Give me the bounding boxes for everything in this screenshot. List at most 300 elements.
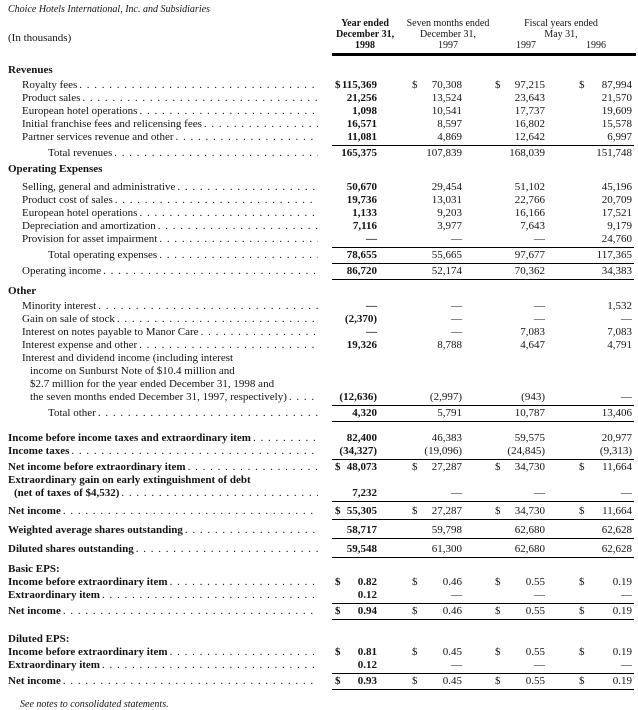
dollar-sign: $ [412, 505, 418, 517]
value-cell: (34,327) [339, 445, 377, 457]
cell-value: 0.46 [442, 576, 462, 588]
cell-value: 27,287 [431, 461, 462, 473]
line-item-row [8, 474, 638, 487]
cell-value: 34,730 [514, 461, 545, 473]
dollar-sign: $ [495, 675, 501, 687]
value-cell: (2,370) [344, 313, 377, 325]
leader-dots [289, 391, 318, 404]
value-cell [547, 461, 638, 474]
leader-dots [71, 445, 318, 458]
dollar-sign: $ [495, 79, 501, 91]
value-cells [332, 445, 638, 458]
value-cell: — [451, 487, 462, 499]
value-cell [464, 576, 547, 589]
value-cell [379, 675, 464, 688]
row-label: Net income [8, 605, 61, 617]
value-cell: 22,766 [514, 194, 545, 206]
value-cell [464, 79, 547, 92]
value-cell: 97,677 [514, 249, 545, 261]
line-item-row [8, 505, 638, 518]
value-cell [464, 605, 547, 618]
value-cell [547, 675, 638, 688]
footnote: See notes to consolidated statements. [20, 699, 169, 710]
value-cell: 0.12 [357, 659, 377, 671]
column-headers [332, 18, 638, 51]
section-row [8, 285, 638, 298]
cell-value: 97,215 [514, 79, 545, 91]
value-cell: 9,179 [607, 220, 632, 232]
leader-dots [121, 487, 318, 500]
value-cell [464, 675, 547, 688]
value-cell [379, 605, 464, 618]
row-label: Other [8, 285, 37, 297]
table-rule [8, 145, 638, 146]
leader-dots [170, 576, 318, 589]
value-cells [332, 300, 638, 313]
cell-value: 11,664 [602, 505, 632, 517]
value-cell: 0.12 [357, 589, 377, 601]
value-cell: 62,680 [514, 543, 545, 555]
value-cell [332, 605, 379, 618]
dollar-sign: $ [495, 576, 501, 588]
cell-value: 48,073 [346, 461, 377, 473]
leader-dots [63, 675, 318, 688]
cell-value: 0.93 [357, 675, 377, 687]
table-rule [8, 405, 638, 406]
leader-dots [185, 524, 318, 537]
value-cells [332, 147, 638, 160]
cell-value: 34,730 [514, 505, 545, 517]
row-label: Selling, general and administrative [22, 181, 176, 193]
dollar-sign: $ [412, 605, 418, 617]
value-cell: 86,720 [346, 265, 377, 277]
value-cell: — [451, 313, 462, 325]
col34-period-line2: May 31, [544, 29, 578, 40]
dollar-sign: $ [335, 675, 341, 687]
leader-dots [79, 79, 318, 92]
dollar-sign: $ [412, 646, 418, 658]
table-rule [8, 619, 638, 620]
value-cells [332, 92, 638, 105]
cell-value: 0.46 [442, 605, 462, 617]
cell-value: 0.45 [442, 646, 462, 658]
section-row [8, 563, 638, 576]
leader-dots [103, 265, 318, 278]
leader-dots [114, 147, 318, 160]
line-item-row [8, 92, 638, 105]
row-label: Income before extraordinary item [8, 576, 168, 588]
dollar-sign: $ [579, 505, 585, 517]
value-cells [332, 407, 638, 420]
line-item-row [8, 131, 638, 144]
value-cell: — [534, 487, 545, 499]
value-cell: 13,406 [601, 407, 632, 419]
units-label: (In thousands) [8, 32, 72, 44]
value-cell: 5,791 [437, 407, 462, 419]
line-item-row [8, 576, 638, 589]
section-row [8, 633, 638, 646]
line-item-row [8, 391, 638, 404]
line-item-row [8, 220, 638, 233]
value-cell: (12,636) [339, 391, 377, 403]
value-cell: 11,081 [347, 131, 377, 143]
value-cell [379, 505, 464, 518]
value-cell [332, 675, 379, 688]
table-rule [8, 279, 638, 280]
cell-value: 87,994 [601, 79, 632, 91]
row-label: Minority interest [22, 300, 97, 312]
line-item-row [8, 675, 638, 688]
value-cell [332, 505, 379, 518]
value-cell: 20,709 [601, 194, 632, 206]
value-cell: (943) [521, 391, 545, 403]
value-cell: 10,541 [431, 105, 462, 117]
line-item-row [8, 326, 638, 339]
table-header [0, 18, 638, 51]
value-cell: — [534, 659, 545, 671]
value-cell: 21,570 [601, 92, 632, 104]
value-cell: 51,102 [514, 181, 545, 193]
line-item-row [8, 378, 638, 391]
leader-dots [139, 207, 318, 220]
value-cell: — [451, 326, 462, 338]
cell-value: 0.55 [525, 576, 545, 588]
value-cell: 19,736 [346, 194, 377, 206]
row-label: Gain on sale of stock [22, 313, 115, 325]
value-cells [332, 105, 638, 118]
row-label: Interest on notes payable to Manor Care [22, 326, 199, 338]
value-cell [379, 646, 464, 659]
value-cells [332, 194, 638, 207]
value-cell [547, 576, 638, 589]
dollar-sign: $ [335, 505, 341, 517]
leader-dots [139, 105, 318, 118]
table-rule [8, 501, 638, 502]
value-cell: 1,098 [352, 105, 377, 117]
cell-value: 0.19 [612, 605, 632, 617]
row-label: Net income [8, 675, 61, 687]
line-item-row [8, 432, 638, 445]
table-rule [8, 538, 638, 539]
line-item-row [8, 79, 638, 92]
row-label: Total revenues [48, 147, 113, 159]
line-item-row [8, 487, 638, 500]
value-cell [332, 79, 379, 92]
header-thick-rule [0, 53, 638, 56]
value-cell: 21,256 [346, 92, 377, 104]
col2-period-line2: December 31, [419, 29, 477, 40]
cell-value: 0.55 [525, 675, 545, 687]
value-cell [379, 79, 464, 92]
row-label: Operating Expenses [8, 163, 103, 175]
value-cell: 16,166 [514, 207, 545, 219]
value-cell: 8,788 [437, 339, 462, 351]
value-cell: 19,326 [346, 339, 377, 351]
value-cell: 7,083 [607, 326, 632, 338]
row-label: Revenues [8, 64, 53, 76]
cell-value: 0.19 [612, 646, 632, 658]
table-rule [8, 247, 638, 248]
value-cell: 19,609 [601, 105, 632, 117]
row-label: Extraordinary item [8, 589, 100, 601]
line-item-row [8, 147, 638, 160]
dollar-sign: $ [495, 505, 501, 517]
leader-dots [177, 181, 318, 194]
value-cell: — [451, 300, 462, 312]
value-cells [332, 207, 638, 220]
value-cell: 17,521 [601, 207, 632, 219]
line-item-row [8, 589, 638, 602]
value-cell: 107,839 [426, 147, 462, 159]
row-label: Interest and dividend income (including interest [22, 352, 234, 364]
value-cell: 23,643 [514, 92, 545, 104]
section-row [8, 163, 638, 176]
value-cell: 1,532 [607, 300, 632, 312]
line-item-row [8, 233, 638, 246]
value-cell: 46,383 [431, 432, 462, 444]
value-cell: 3,977 [437, 220, 462, 232]
line-item-row [8, 105, 638, 118]
value-cell: 15,578 [601, 118, 632, 130]
leader-dots [158, 220, 318, 233]
dollar-sign: $ [579, 461, 585, 473]
dollar-sign: $ [579, 79, 585, 91]
leader-dots [139, 339, 318, 352]
value-cell [332, 576, 379, 589]
value-cell: 151,748 [596, 147, 632, 159]
value-cells [332, 79, 638, 92]
leader-dots [159, 249, 318, 262]
value-cell: 16,571 [346, 118, 377, 130]
value-cell [464, 646, 547, 659]
value-cell: (24,845) [507, 445, 545, 457]
line-item-row [8, 543, 638, 556]
dollar-sign: $ [579, 646, 585, 658]
leader-dots [204, 118, 318, 131]
row-label: Income before income taxes and extraordinary item [8, 432, 251, 444]
value-cells [332, 505, 638, 518]
value-cell: 45,196 [601, 181, 632, 193]
dollar-sign: $ [335, 605, 341, 617]
value-cell [547, 646, 638, 659]
value-cell: 6,997 [607, 131, 632, 143]
leader-dots [176, 131, 319, 144]
value-cells [332, 181, 638, 194]
value-cell: 34,383 [601, 265, 632, 277]
col2-year: 1997 [438, 40, 458, 51]
value-cell: 7,643 [520, 220, 545, 232]
value-cell: 13,031 [431, 194, 462, 206]
dollar-sign: $ [579, 675, 585, 687]
value-cell: 29,454 [431, 181, 462, 193]
row-label: Diluted shares outstanding [8, 543, 134, 555]
value-cell: — [451, 589, 462, 601]
line-item-row [8, 181, 638, 194]
cell-value: 0.55 [525, 646, 545, 658]
dollar-sign: $ [412, 79, 418, 91]
value-cell: 55,665 [431, 249, 462, 261]
row-label: Income before extraordinary item [8, 646, 168, 658]
cell-value: 115,369 [341, 79, 377, 91]
value-cell: — [534, 233, 545, 245]
line-item-row [8, 646, 638, 659]
row-label: Interest expense and other [22, 339, 138, 351]
value-cell: — [621, 391, 632, 403]
value-cell: 4,791 [607, 339, 632, 351]
leader-dots [102, 589, 318, 602]
value-cell: — [534, 300, 545, 312]
cell-value: 27,287 [431, 505, 462, 517]
leader-dots [136, 543, 318, 556]
row-label: European hotel operations [22, 105, 138, 117]
dollar-sign: $ [412, 461, 418, 473]
value-cell: 7,232 [352, 487, 377, 499]
row-label: Extraordinary item [8, 659, 100, 671]
cell-value: 0.55 [525, 605, 545, 617]
line-item-row [8, 339, 638, 352]
value-cell [464, 461, 547, 474]
value-cell: 4,647 [520, 339, 545, 351]
value-cell: 50,670 [346, 181, 377, 193]
line-item-row [8, 461, 638, 474]
line-item-row [8, 300, 638, 313]
row-label: income on Sunburst Note of $10.4 million and [30, 365, 235, 377]
value-cell: 59,798 [431, 524, 462, 536]
line-item-row [8, 659, 638, 672]
value-cells [332, 233, 638, 246]
leader-dots [188, 461, 318, 474]
col4-year: 1996 [586, 40, 606, 51]
income-statement-table [0, 64, 638, 690]
dollar-sign: $ [579, 576, 585, 588]
value-cells [332, 220, 638, 233]
dollar-sign: $ [335, 576, 341, 588]
company-title: Choice Hotels International, Inc. and Subsidiaries [8, 4, 210, 15]
value-cell [547, 79, 638, 92]
value-cells [332, 391, 638, 404]
table-rule [8, 519, 638, 520]
value-cells [332, 524, 638, 537]
value-cell: — [366, 233, 377, 245]
row-label: Operating income [22, 265, 102, 277]
row-label: Total other [48, 407, 96, 419]
row-label: Total operating expenses [48, 249, 158, 261]
value-cells [332, 326, 638, 339]
value-cell: 24,760 [601, 233, 632, 245]
line-item-row [8, 249, 638, 262]
leader-dots [159, 233, 318, 246]
value-cell: 117,365 [596, 249, 632, 261]
value-cell: 62,680 [514, 524, 545, 536]
cell-value: 0.45 [442, 675, 462, 687]
value-cell: 1,133 [352, 207, 377, 219]
value-cells [332, 589, 638, 602]
value-cell: — [621, 659, 632, 671]
row-label: Net income [8, 505, 61, 517]
value-cells [332, 118, 638, 131]
value-cell: 78,655 [346, 249, 377, 261]
value-cells [332, 605, 638, 618]
dollar-sign: $ [495, 646, 501, 658]
value-cells [332, 576, 638, 589]
line-item-row [8, 194, 638, 207]
leader-dots [201, 326, 318, 339]
value-cell: 7,116 [352, 220, 377, 232]
value-cell: — [621, 313, 632, 325]
value-cell [379, 461, 464, 474]
value-cell: — [366, 300, 377, 312]
dollar-sign: $ [412, 675, 418, 687]
col34-period-line1: Fiscal years ended [524, 18, 598, 29]
value-cell: 70,362 [514, 265, 545, 277]
section-row [8, 64, 638, 77]
cell-value: 11,664 [602, 461, 632, 473]
value-cell: — [621, 589, 632, 601]
line-item-row [8, 352, 638, 365]
cell-value: 0.81 [357, 646, 377, 658]
table-rule [8, 603, 638, 604]
value-cells [332, 487, 638, 500]
dollar-sign: $ [335, 79, 341, 91]
dollar-sign: $ [335, 461, 341, 473]
row-label: Partner services revenue and other [22, 131, 174, 143]
value-cell: 8,597 [437, 118, 462, 130]
leader-dots [102, 659, 318, 672]
line-item-row [8, 445, 638, 458]
dollar-sign: $ [495, 605, 501, 617]
value-cell: 59,548 [346, 543, 377, 555]
leader-dots [63, 505, 318, 518]
cell-value: 70,308 [431, 79, 462, 91]
value-cells [332, 339, 638, 352]
row-label: Initial franchise fees and relicensing fees [22, 118, 202, 130]
line-item-row [8, 407, 638, 420]
row-label: Diluted EPS: [8, 633, 70, 645]
line-item-row [8, 313, 638, 326]
value-cell: 59,575 [514, 432, 545, 444]
leader-dots [63, 605, 318, 618]
table-rule [8, 557, 638, 558]
row-label: the seven months ended December 31, 1997, respectively) [30, 391, 287, 403]
table-rule [8, 459, 638, 460]
leader-dots [170, 646, 318, 659]
table-rule [8, 689, 638, 690]
row-label: Extraordinary gain on early extinguishment of debt [8, 474, 251, 486]
row-label: Net income before extraordinary item [8, 461, 186, 473]
line-item-row [8, 207, 638, 220]
value-cell: 4,869 [437, 131, 462, 143]
dollar-sign: $ [495, 461, 501, 473]
value-cells [332, 131, 638, 144]
value-cell: — [534, 313, 545, 325]
row-label: Basic EPS: [8, 563, 60, 575]
cell-value: 0.94 [357, 605, 377, 617]
value-cell: 13,524 [431, 92, 462, 104]
leader-dots [115, 194, 318, 207]
value-cell: — [366, 326, 377, 338]
table-rule [8, 673, 638, 674]
col1-period-line2: December 31, [335, 29, 395, 40]
leader-dots [98, 300, 318, 313]
leader-dots [117, 313, 318, 326]
value-cell: 4,320 [352, 407, 377, 419]
row-label: $2.7 million for the year ended December 31, 1998 and [30, 378, 275, 390]
dollar-sign: $ [335, 646, 341, 658]
value-cell: 17,737 [514, 105, 545, 117]
table-rule [8, 263, 638, 264]
value-cell [379, 576, 464, 589]
cell-value: 0.82 [357, 576, 377, 588]
